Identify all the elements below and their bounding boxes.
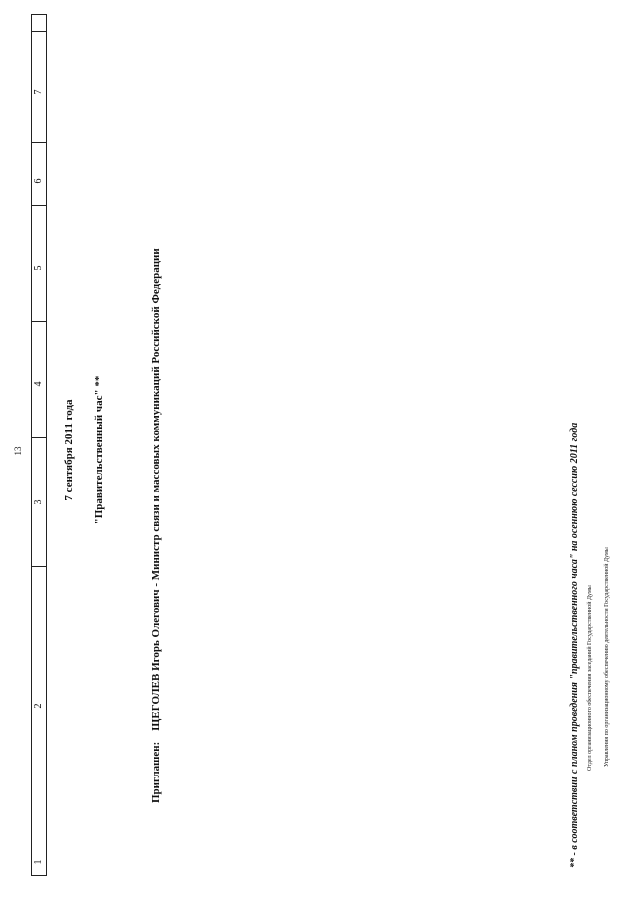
column-divider [32,566,46,567]
session-date: 7 сентября 2011 года [63,399,75,501]
invited-line [150,123,164,803]
column-number: 6 [33,178,44,184]
column-divider [32,437,46,438]
column-divider [32,31,46,32]
office-line-2: Управления по организационному обеспечению деятельности Государственной Думы [604,547,610,767]
invited-person: ЩЕГОЛЕВ Игорь Олегович - Министр связи и массовых коммуникаций Российской Федерации [150,248,162,731]
column-number: 2 [33,703,44,709]
footnote: ** - в соответствии с планом проведения "правительственного часа" на осеннюю сессию 2011 года [569,422,580,868]
column-number: 4 [33,381,44,387]
column-divider [32,205,46,206]
column-number: 1 [33,859,44,865]
session-title: "Правительственный час" ** [93,375,105,525]
invited-label: Приглашен: [150,741,162,803]
office-line-1: Отдел организационного обеспечения заседаний Государственной Думы [587,585,593,771]
column-number: 3 [33,499,44,505]
column-divider [32,321,46,322]
table-header-strip [31,14,47,876]
column-divider [32,142,46,143]
column-number: 7 [33,89,44,95]
page-number: 13 [13,446,23,456]
column-number: 5 [33,265,44,271]
